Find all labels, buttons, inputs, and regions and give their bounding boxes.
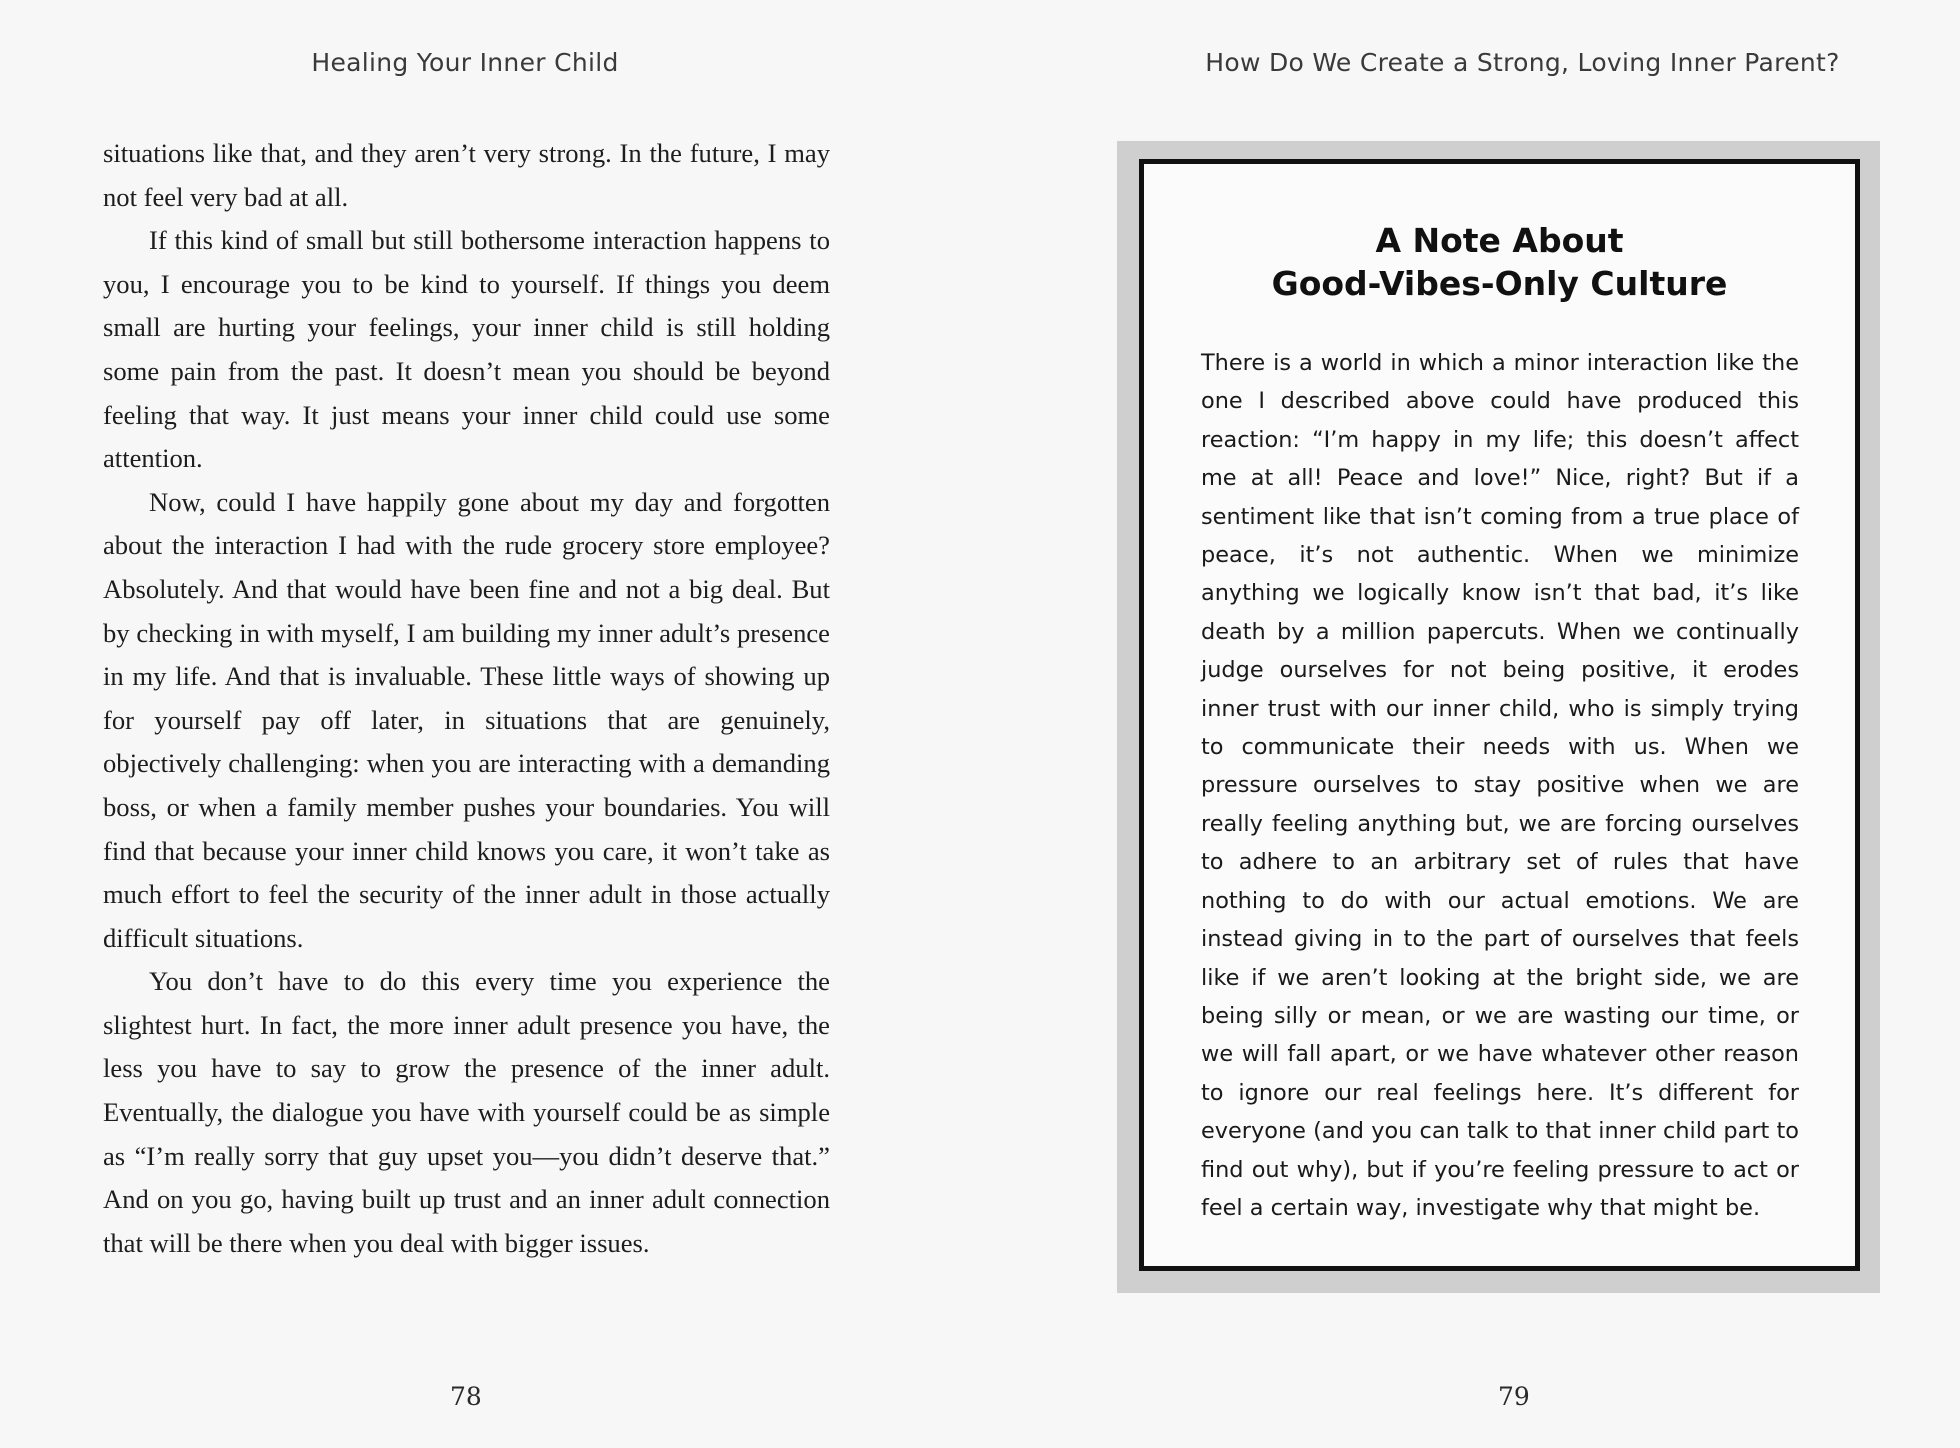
paragraph: You don’t have to do this every time you experience the slightest hurt. In fact, the more inner adult presence you have, the less you have to say to grow the presence of the inner adult. Eventually, the dialogue you have with yourself could be as simple as “I’m really sorry that guy upset you—you didn’t deserve that.” And on you go, having built up trust and an inner adult connection that will be there when you deal with bigger issues. — [103, 966, 830, 1258]
page-number-right: 79 — [1498, 1382, 1530, 1411]
right-page — [1030, 0, 1960, 1448]
paragraph: situations like that, and they aren’t very strong. In the future, I may not feel very bad at all. — [103, 138, 830, 212]
sidebar-title-line-2: Good-Vibes-Only Culture — [1271, 264, 1728, 303]
sidebar-body: There is a world in which a minor interaction like the one I described above could have produced this reaction: “I’m happy in my life; this doesn’t affect me at all! Peace and love!” Nice, right? But if a sentiment like that isn’t coming from a true place of peace, it’s not authentic. When we minimize anything we logically know isn’t that bad, it’s like death by a million papercuts. When we continually judge ourselves for not being positive, it erodes inner trust with our inner child, who is simply trying to communicate their needs with us. When we pressure ourselves to stay positive when we are really feeling anything but, we are forcing ourselves to adhere to an arbitrary set of rules that have nothing to do with our actual emotions. We are instead giving in to the part of ourselves that feels like if we aren’t looking at the bright side, we are being silly or mean, or we are wasting our time, or we will fall apart, or we have whatever other reason to ignore our real feelings here. It’s different for everyone (and you can talk to that inner child part to find out why), but if you’re feeling pressure to act or feel a certain way, investigate why that might be. — [1201, 350, 1799, 1221]
sidebar-frame — [1117, 141, 1880, 1293]
sidebar-box — [1139, 159, 1860, 1271]
paragraph: If this kind of small but still bothersome interaction happens to you, I encourage you to be kind to yourself. If things you deem small are hurting your feelings, your inner child is still holding some pain from the past. It doesn’t mean you should be beyond feeling that way. It just means your inner child could use some attention. — [103, 225, 830, 474]
sidebar-title — [1144, 219, 1855, 305]
left-page — [0, 0, 930, 1448]
left-page-body — [103, 132, 830, 1265]
sidebar-title-line-1: A Note About — [1375, 221, 1624, 260]
paragraph: Now, could I have happily gone about my day and forgotten about the interaction I had with the rude grocery store employee? Absolutely. And that would have been fine and not a big deal. But by checking in with myself, I am building my inner adult’s presence in my life. And that is invaluable. These little ways of showing up for yourself pay off later, in situations that are genuinely, objectively challenging: when you are interacting with a demanding boss, or when a family member pushes your boundaries. You will find that because your inner child knows you care, it won’t take as much effort to feel the security of the inner adult in those actually difficult situations. — [103, 486, 830, 953]
running-head-left: Healing Your Inner Child — [311, 48, 619, 77]
running-head-right: How Do We Create a Strong, Loving Inner Parent? — [1205, 48, 1840, 77]
page-number-left: 78 — [450, 1382, 482, 1411]
